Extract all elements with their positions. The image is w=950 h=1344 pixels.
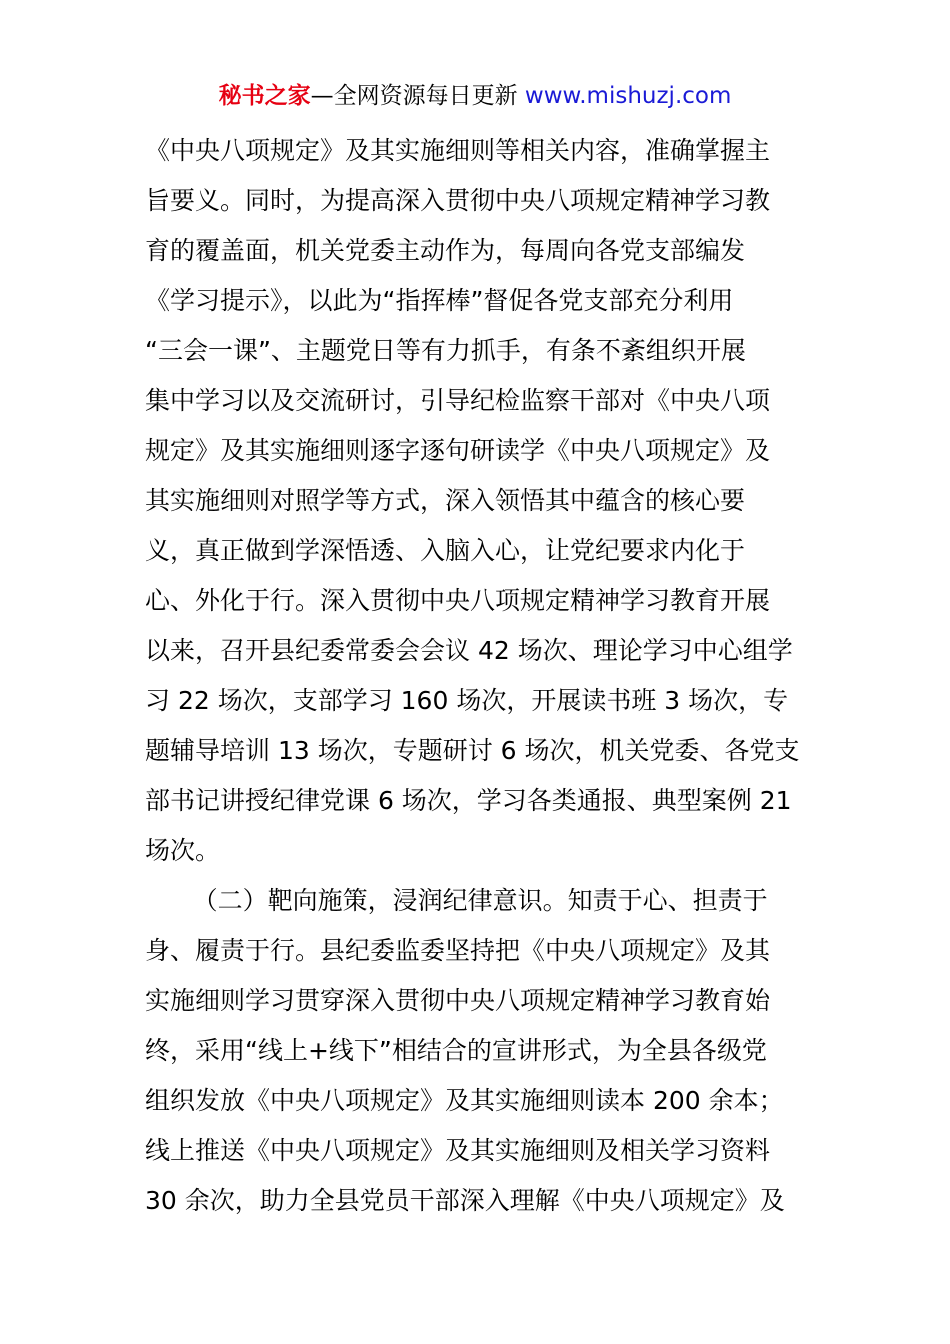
text-line: 义，真正做到学深悟透、入脑入心，让党纪要求内化于 xyxy=(145,536,746,565)
site-brand: 秘书之家 xyxy=(218,83,311,109)
text-line: 场次。 xyxy=(145,836,221,865)
site-header xyxy=(0,80,950,112)
site-url-link[interactable]: www.mishuzj.com xyxy=(524,83,732,109)
text-line: 部书记讲授纪律党课 6 场次，学习各类通报、典型案例 21 xyxy=(145,786,792,815)
text-line: 育的覆盖面，机关党委主动作为，每周向各党支部编发 xyxy=(145,236,746,265)
text-line: 《中央八项规定》及其实施细则等相关内容，准确掌握主 xyxy=(145,136,771,165)
text-line: 其实施细则对照学等方式，深入领悟其中蕴含的核心要 xyxy=(145,486,746,515)
text-line: 习 22 场次，支部学习 160 场次，开展读书班 3 场次，专 xyxy=(145,686,789,715)
text-line: 以来，召开县纪委常委会会议 42 场次、理论学习中心组学 xyxy=(145,636,793,665)
text-line: 旨要义。同时，为提高深入贯彻中央八项规定精神学习教 xyxy=(145,186,771,215)
text-line: “三会一课”、主题党日等有力抓手，有条不紊组织开展 xyxy=(145,336,746,365)
text-line: 线上推送《中央八项规定》及其实施细则及相关学习资料 xyxy=(145,1136,771,1165)
site-tagline: —全网资源每日更新 xyxy=(310,83,525,109)
text-line: 集中学习以及交流研讨，引导纪检监察干部对《中央八项 xyxy=(145,386,771,415)
section-heading-line: （二）靶向施策，浸润纪律意识。知责于心、担责于 xyxy=(145,886,768,915)
text-line: 实施细则学习贯穿深入贯彻中央八项规定精神学习教育始 xyxy=(145,986,771,1015)
text-line: 身、履责于行。县纪委监委坚持把《中央八项规定》及其 xyxy=(145,936,771,965)
text-line: 规定》及其实施细则逐字逐句研读学《中央八项规定》及 xyxy=(145,436,771,465)
text-line: 终，采用“线上+线下”相结合的宣讲形式，为全县各级党 xyxy=(145,1036,767,1065)
text-line: 心、外化于行。深入贯彻中央八项规定精神学习教育开展 xyxy=(145,586,771,615)
text-line: 《学习提示》，以此为“指挥棒”督促各党支部充分利用 xyxy=(145,286,734,315)
text-line: 30 余次，助力全县党员干部深入理解《中央八项规定》及 xyxy=(145,1186,785,1215)
text-line: 题辅导培训 13 场次，专题研讨 6 场次，机关党委、各党支 xyxy=(145,736,800,765)
text-line: 组织发放《中央八项规定》及其实施细则读本 200 余本； xyxy=(145,1086,784,1115)
document-body xyxy=(145,126,817,1226)
